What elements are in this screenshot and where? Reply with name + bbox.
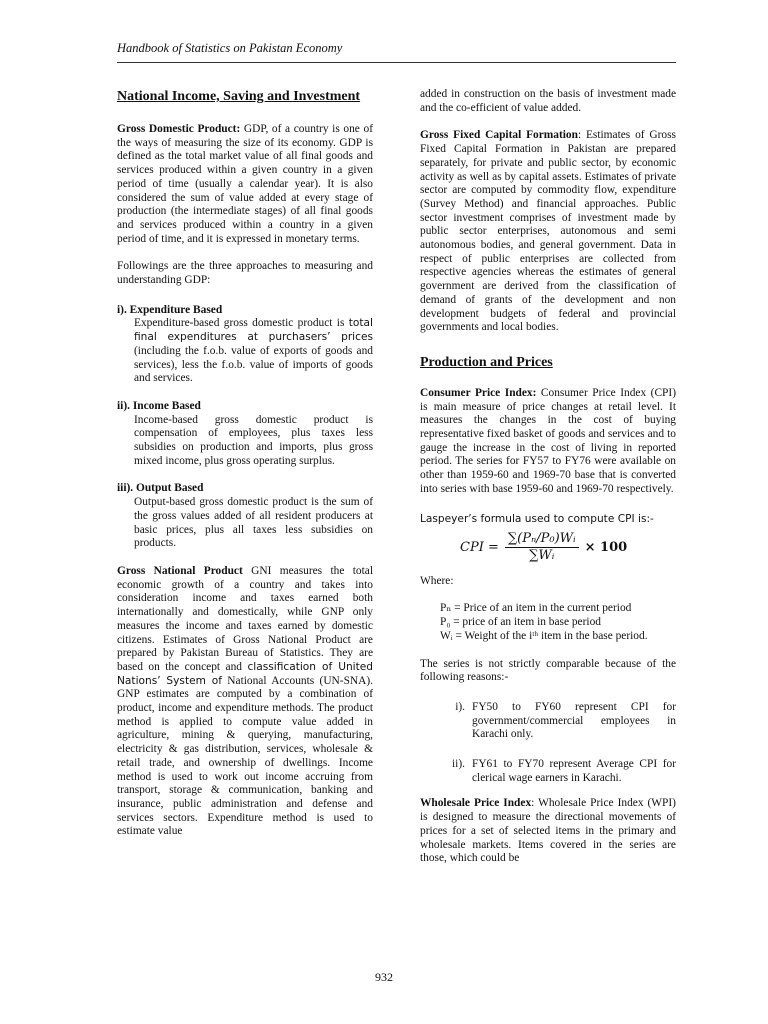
cpi-label: Consumer Price Index: <box>420 386 537 399</box>
running-header: Handbook of Statistics on Pakistan Economy <box>117 41 343 55</box>
gdp-text: GDP, of a country is one of the ways of measuring the size of its economy. GDP is defined as the total market value of all final goods and services produced within a given country in a given period of time (usually a calendar year). It is also considered the sum of value added at every stage of production (the intermediate stages) of all final goods and services produced within a country in a given period of time, and it is expressed in monetary terms. <box>117 123 373 245</box>
approach-text-b: (including the f.o.b. value of exports of goods and services), less the f.o.b. value of imports of goods and services. <box>134 344 373 385</box>
gfcf-text: : Estimates of Gross Fixed Capital Formation in Pakistan are prepared separately, for private and public sector, by economic activity as well as by capital assets. Estimates of private sector are computed by commodity flow, expenditure (Survey Method) and financial approaches. Public sector investment comprises of investment made by public sector enterprises, autonomous and semi autonomous bodies, and general government. Data in respect of public enterprises are collected from respective agencies whereas the estimates of general government are derived from the classification of demand of grants of the development and non development budgets of federal and provincial governments and local bodies. <box>420 129 676 334</box>
page-number: 932 <box>375 970 393 984</box>
gfcf-label: Gross Fixed Capital Formation <box>420 129 578 142</box>
reason-item <box>420 701 676 742</box>
reason-text: FY50 to FY60 represent CPI for government/commercial employees in Karachi only. <box>472 700 676 741</box>
cpi-formula <box>460 532 676 562</box>
wpi-paragraph <box>420 797 676 866</box>
approach-label: iii). Output Based <box>117 482 204 495</box>
definition-item: P₀ = price of an item in base period <box>440 616 601 629</box>
reason-label: i). <box>455 700 465 713</box>
wpi-label: Wholesale Price Index <box>420 797 532 810</box>
series-note: The series is not strictly comparable because of the following reasons:- <box>420 657 676 684</box>
approach-text <box>117 317 373 386</box>
approach-output <box>117 482 373 551</box>
formula-denominator: ∑Wᵢ <box>529 547 555 563</box>
gdp-label: Gross Domestic Product: <box>117 123 241 135</box>
right-column <box>420 88 676 866</box>
gnp-text-b: National Accounts (UN-SNA). GNP estimates are computed by a combination of product, income and expenditure methods. The product method is applied to compute value added in agriculture, mining & querying, manufacturing, electricity & gas distribution, services, wholesale & retail trade, and ownership of dwellings. Income method is used to work out income accruing from transport, storage & communication, banking and insurance, public administration and defense and services sectors. Expenditure method is used to estimate value <box>117 674 374 838</box>
cpi-text: Consumer Price Index (CPI) is main measure of price changes at retail level. It measures the changes in the cost of buying representative fixed basket of goods and services and to gauge the increase in the cost of living in reported period. The series for FY57 to FY76 were available on other than 1959-60 and 1969-70 base that is converted into series with base 1959-60 and 1969-70 respectively. <box>420 386 676 495</box>
approach-text: Income-based gross domestic product is compensation of employees, plus taxes less subsidies on production and imports, plus gross mixed income, plus gross operating surplus. <box>134 413 373 467</box>
wpi-text: : Wholesale Price Index (WPI) is designed to measure the directional movements of prices for a set of selected items in the primary and wholesale markets. Items covered in the series are those, which could be <box>420 797 676 865</box>
definitions-list <box>420 602 676 643</box>
approach-income <box>117 400 373 469</box>
approach-text: Output-based gross domestic product is the sum of the gross values added of all resident producers at basic prices, plus all taxes less subsidies on products. <box>134 496 373 550</box>
approach-expenditure <box>117 304 373 386</box>
gfcf-paragraph <box>420 129 676 335</box>
formula-intro: Laspeyer’s formula used to compute CPI is:- <box>420 512 654 525</box>
where-label: Where: <box>420 574 454 587</box>
cpi-paragraph <box>420 387 676 497</box>
approach-text-sans: total final expenditures at purchasers’ prices <box>134 317 373 344</box>
formula-numerator: ∑(Pₙ/P₀)Wᵢ <box>505 532 579 548</box>
approach-label: ii). Income Based <box>117 399 201 412</box>
gnp-text-sans: classification of United Nations’ System of <box>117 660 373 687</box>
approach-text-a: Expenditure-based gross domestic product is <box>134 317 349 330</box>
left-column <box>117 88 373 839</box>
definition-item: Pₙ = Price of an item in the current period <box>440 602 632 615</box>
continuation-paragraph: added in construction on the basis of investment made and the co-efficient of value added. <box>420 88 676 114</box>
section-title-production: Production and Prices <box>420 354 553 370</box>
header-rule <box>117 62 676 63</box>
formula-times: × 100 <box>584 539 628 555</box>
reason-item <box>420 758 676 785</box>
section-title-national-income: National Income, Saving and Investment <box>117 89 361 104</box>
reason-text: FY61 to FY70 represent Average CPI for clerical wage earners in Karachi. <box>472 758 676 784</box>
reason-label: ii). <box>452 758 465 771</box>
definition-item: Wᵢ = Weight of the iᵗʰ item in the base period. <box>440 629 648 642</box>
gnp-paragraph <box>117 565 373 839</box>
gnp-label: Gross National Product <box>117 564 243 577</box>
formula-lhs: CPI = <box>460 539 499 555</box>
gnp-text-a: GNI measures the total economic growth of a country and takes into consideration income and taxes earned both internationally and domestically, while GNP only measures the income and taxes earned by domestic citizens. Estimates of Gross National Product are prepared by Pakistan Bureau of Statistics. They are based on the concept and <box>117 564 373 673</box>
approaches-intro: Followings are the three approaches to measuring and understanding GDP: <box>117 260 373 287</box>
gdp-paragraph <box>117 123 373 246</box>
approach-label: i). Expenditure Based <box>117 303 223 316</box>
formula-fraction <box>505 532 579 562</box>
